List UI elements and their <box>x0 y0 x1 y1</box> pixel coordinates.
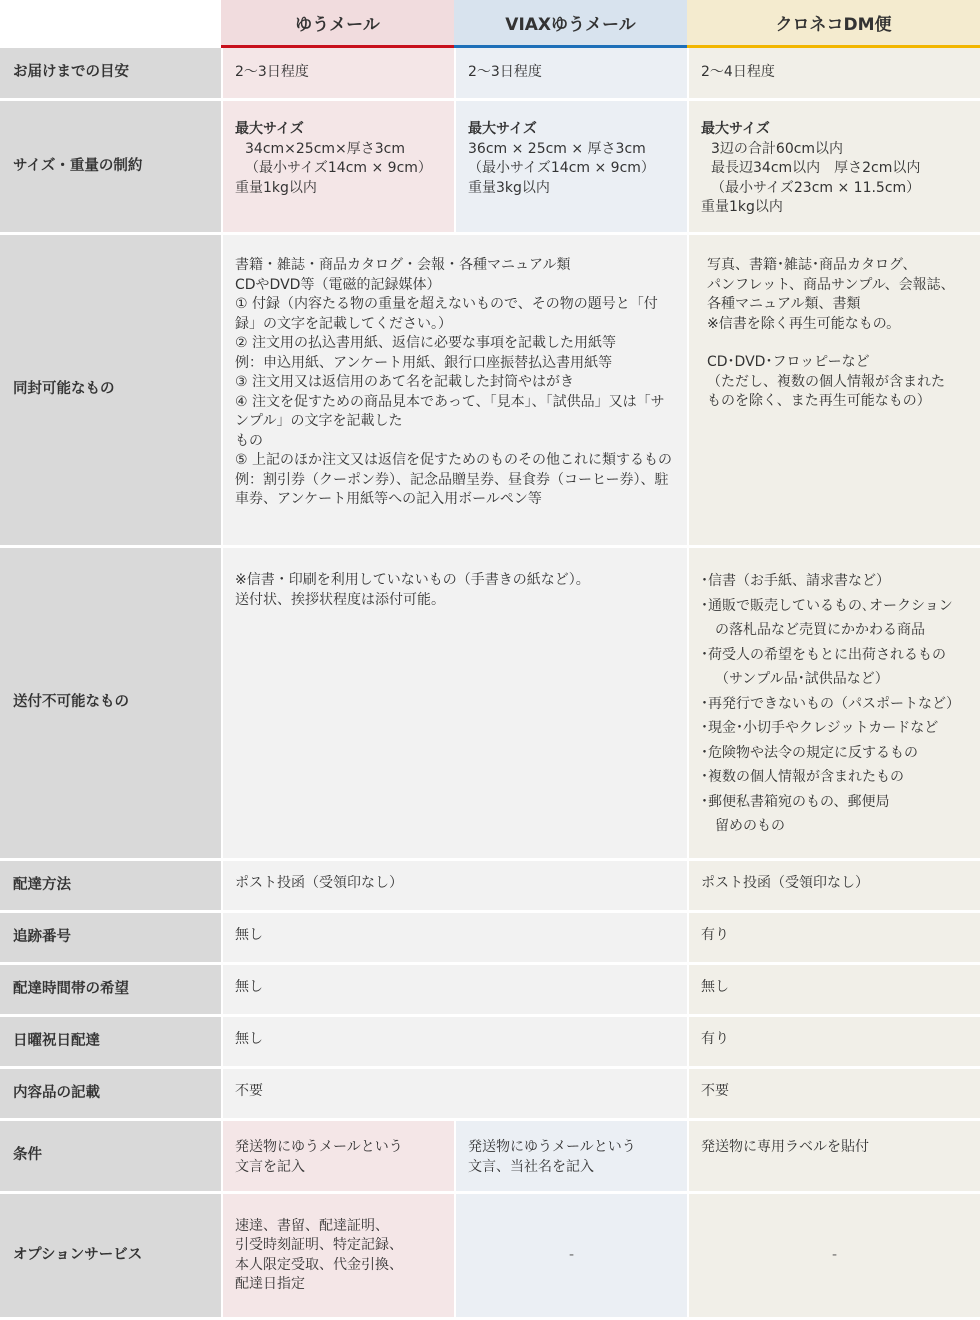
size-line: 最長辺34cm以内 厚さ2cm以内 <box>711 160 921 176</box>
not-sendable-item-cont: の落札品など売買にかかわる商品 <box>715 622 925 638</box>
row-label: 送付不可能なもの <box>0 548 221 861</box>
size-line: 3辺の合計60cm以内 <box>711 140 844 157</box>
cell-yu-viax: 不要 <box>221 1069 687 1121</box>
row-enclosable <box>0 235 980 548</box>
enclosable-line: 各種マニュアル類、書類 <box>707 296 861 312</box>
not-sendable-item-cont: （サンプル品･試供品など） <box>715 671 889 687</box>
enclosable-line: ※信書を除く再生可能なもの。 <box>707 315 901 332</box>
cell-yu <box>221 1194 454 1320</box>
not-sendable-line: ※信書・印刷を利用していないもの（手書きの紙など）。 <box>235 572 590 588</box>
cell-kuro: 有り <box>687 1017 980 1069</box>
spacer <box>707 334 970 353</box>
row-label: 追跡番号 <box>0 913 221 965</box>
size-title: 最大サイズ <box>235 121 304 137</box>
row-label: お届けまでの目安 <box>0 48 221 101</box>
not-sendable-item-cont: 留めのもの <box>715 818 785 834</box>
cell-viax <box>454 1121 687 1194</box>
enclosable-line: ⑤ 上記のほか注文又は返信を促すためのものその他これに類するもの <box>235 452 672 468</box>
row-conditions <box>0 1121 980 1194</box>
enclosable-line: 写真、書籍･雑誌･商品カタログ、 <box>707 257 917 273</box>
condition-line: 発送物にゆうメールという <box>235 1139 403 1155</box>
row-label: 配達時間帯の希望 <box>0 965 221 1017</box>
enclosable-line: ものを除く、また再生可能なもの） <box>707 393 931 409</box>
size-line: 重量3kg以内 <box>468 179 550 196</box>
size-title: 最大サイズ <box>701 121 770 137</box>
corner-cell <box>0 0 221 48</box>
not-sendable-item: ･危険物や法令の規定に反するもの <box>701 744 918 761</box>
size-line: 重量1kg以内 <box>701 199 783 215</box>
row-tracking <box>0 913 980 965</box>
not-sendable-item: ･複数の個人情報が含まれたもの <box>701 769 904 785</box>
header-yu-mail: ゆうメール <box>221 0 454 48</box>
not-sendable-item: ･郵便私書箱宛のもの、郵便局 <box>701 793 890 810</box>
cell-kuro <box>687 548 980 861</box>
header-kuroneko-dm: クロネコDM便 <box>687 0 980 48</box>
size-line: （最小サイズ14cm × 9cm） <box>468 160 655 176</box>
cell-kuro: 有り <box>687 913 980 965</box>
cell-yu-viax <box>221 235 687 548</box>
enclosable-line: （ただし、複数の個人情報が含まれた <box>707 373 945 390</box>
cell-kuro: 発送物に専用ラベルを貼付 <box>687 1121 980 1194</box>
row-not-sendable <box>0 548 980 861</box>
row-label: 配達方法 <box>0 861 221 913</box>
size-line: （最小サイズ14cm × 9cm） <box>245 160 432 176</box>
cell-yu-viax <box>221 548 687 861</box>
condition-line: 文言、当社名を記入 <box>468 1158 594 1175</box>
enclosable-line: パンフレット、商品サンプル、会報誌、 <box>707 276 955 293</box>
cell-viax: 2〜3日程度 <box>454 48 687 101</box>
cell-yu-viax: 無し <box>221 1017 687 1069</box>
enclosable-line: CDやDVD等（電磁的記録媒体） <box>235 276 441 293</box>
row-label: 条件 <box>0 1121 221 1194</box>
enclosable-line: CD･DVD･フロッピーなど <box>707 354 870 370</box>
enclosable-line: ③ 注文用又は返信用のあて名を記載した封筒やはがき <box>235 374 574 390</box>
not-sendable-item: ･信書（お手紙、請求書など） <box>701 573 890 589</box>
cell-viax: - <box>454 1194 687 1320</box>
cell-yu <box>221 101 454 235</box>
row-size-weight <box>0 101 980 235</box>
size-title: 最大サイズ <box>468 121 537 137</box>
row-contents-note <box>0 1069 980 1121</box>
not-sendable-item: ･通販で販売しているもの､オークション <box>701 597 953 614</box>
condition-line: 発送物にゆうメールという <box>468 1139 636 1155</box>
cell-kuro: ポスト投函（受領印なし） <box>687 861 980 913</box>
row-label: 内容品の記載 <box>0 1069 221 1121</box>
enclosable-line: もの <box>235 432 263 449</box>
cell-kuro: 不要 <box>687 1069 980 1121</box>
enclosable-line: ① 付録（内容たる物の重量を超えないもので、その物の題号と「付録」の文字を記載してください。） <box>235 296 658 332</box>
row-delivery-estimate <box>0 48 980 101</box>
enclosable-line: 例：申込用紙、アンケート用紙、銀行口座振替払込書用紙等 <box>235 354 613 371</box>
size-line: （最小サイズ23cm × 11.5cm） <box>711 179 921 196</box>
row-options <box>0 1194 980 1320</box>
option-line: 配達日指定 <box>235 1276 305 1292</box>
cell-viax <box>454 101 687 235</box>
cell-yu-viax: ポスト投函（受領印なし） <box>221 861 687 913</box>
cell-kuro: - <box>687 1194 980 1320</box>
not-sendable-item: ･荷受人の希望をもとに出荷されるもの <box>701 646 946 663</box>
cell-yu: 2〜3日程度 <box>221 48 454 101</box>
enclosable-line: 例：割引券（クーポン券）、記念品贈呈券、昼食券（コーヒー券）、駐車券、アンケート用紙等への記入用ボールペン等 <box>235 471 669 507</box>
cell-kuro <box>687 235 980 548</box>
row-delivery-method <box>0 861 980 913</box>
cell-yu-viax: 無し <box>221 913 687 965</box>
enclosable-line: ④ 注文を促すための商品見本であって、「見本」、「試供品」又は「サンプル」の文字を記載した <box>235 393 665 429</box>
not-sendable-item: ･現金･小切手やクレジットカードなど <box>701 720 939 736</box>
header-viax-yu-mail: VIAXゆうメール <box>454 0 687 48</box>
row-label: 同封可能なもの <box>0 235 221 548</box>
cell-kuro: 無し <box>687 965 980 1017</box>
option-line: 本人限定受取、代金引換、 <box>235 1256 403 1273</box>
header-row <box>0 0 980 48</box>
enclosable-line: 書籍・雑誌・商品カタログ・会報・各種マニュアル類 <box>235 257 571 273</box>
size-line: 34cm×25cm×厚さ3cm <box>245 140 406 157</box>
row-label: オプションサービス <box>0 1194 221 1320</box>
size-line: 36cm × 25cm × 厚さ3cm <box>468 140 646 157</box>
cell-yu-viax: 無し <box>221 965 687 1017</box>
row-holiday <box>0 1017 980 1069</box>
option-line: 引受時刻証明、特定記録、 <box>235 1237 403 1253</box>
cell-kuro <box>687 101 980 235</box>
row-time-slot <box>0 965 980 1017</box>
condition-line: 文言を記入 <box>235 1158 305 1175</box>
cell-kuro: 2〜4日程度 <box>687 48 980 101</box>
size-line: 重量1kg以内 <box>235 179 317 196</box>
cell-yu <box>221 1121 454 1194</box>
row-label: 日曜祝日配達 <box>0 1017 221 1069</box>
not-sendable-line: 送付状、挨拶状程度は添付可能。 <box>235 591 445 608</box>
enclosable-line: ② 注文用の払込書用紙、返信に必要な事項を記載した用紙等 <box>235 335 616 351</box>
not-sendable-item: ･再発行できないもの（パスポートなど） <box>701 695 960 712</box>
option-line: 速達、書留、配達証明、 <box>235 1217 389 1234</box>
row-label: サイズ・重量の制約 <box>0 101 221 235</box>
